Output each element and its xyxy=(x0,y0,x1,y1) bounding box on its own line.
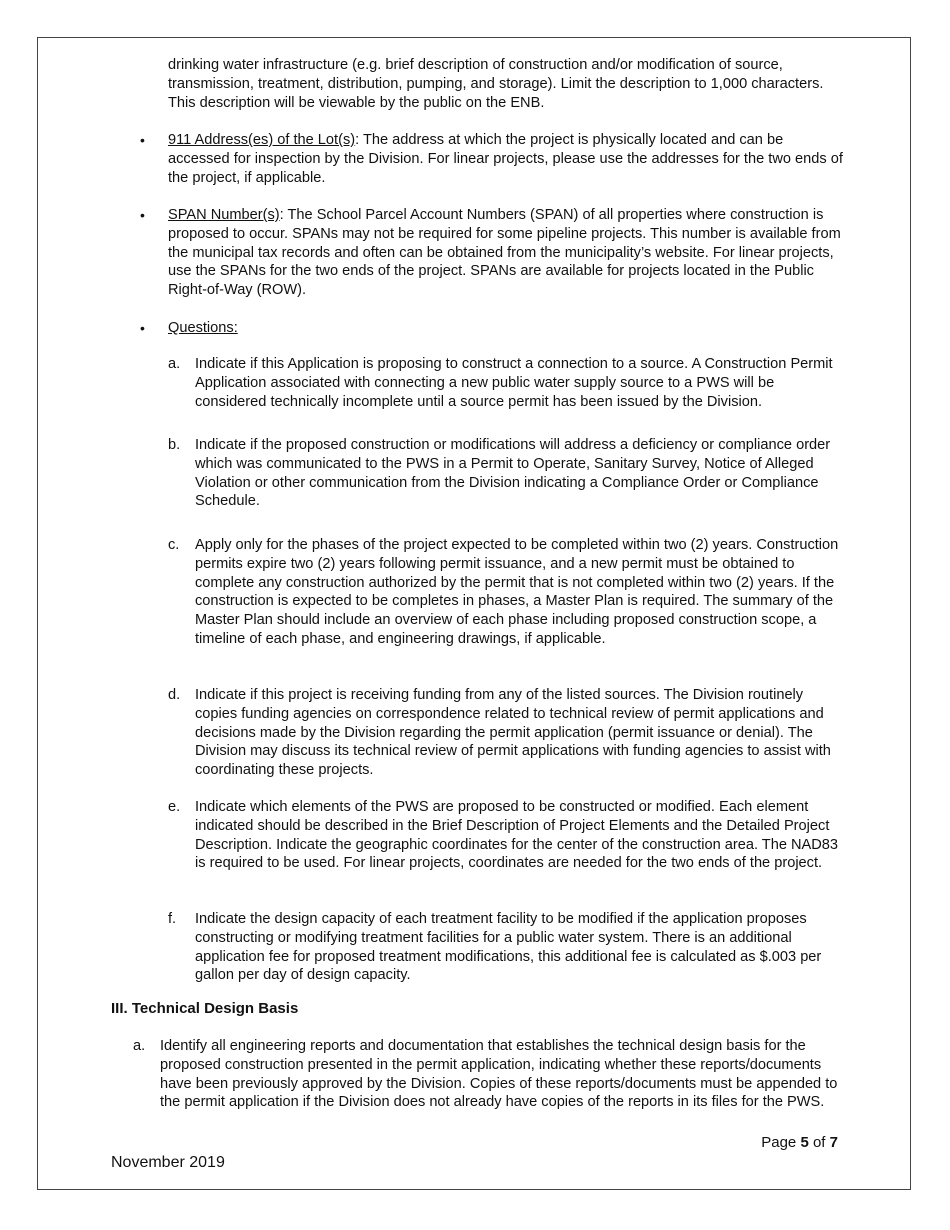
bullet-symbol: • xyxy=(140,207,145,223)
footer-date: November 2019 xyxy=(111,1154,225,1171)
question-text: Indicate which elements of the PWS are proposed to be constructed or modified. Each element indicated should be described in the Brief Description of Project Elements and the Detailed Project Description. Indicate the geographic coordinates for the center of the construction area. The NAD83 is required to be used. For linear projects, coordinates are needed for the two ends of the project. xyxy=(195,799,839,872)
section-item-text: Identify all engineering reports and documentation that establishes the technical design basis for the proposed construction presented in the permit application, indicating whether these reports/documents have been previously approved by the Division. Copies of these reports/documents must be appended to the permit application if the Division does not already have copies of the reports in its files for the PWS. xyxy=(160,1038,838,1111)
bullet-questions xyxy=(168,319,848,338)
question-letter: a. xyxy=(168,356,181,372)
bullet-address xyxy=(168,131,848,187)
bullet-symbol: • xyxy=(140,132,145,148)
bullet-address-text: : The address at which the project is physically located and can be accessed for inspection by the Division. For linear projects, please use the addresses for the two ends of the project, if applicable. xyxy=(168,132,843,186)
question-letter: b. xyxy=(168,437,181,453)
question-letter: e. xyxy=(168,799,181,815)
section-item-letter: a. xyxy=(133,1038,146,1054)
section-heading: III. Technical Design Basis xyxy=(111,1000,299,1017)
question-letter: f. xyxy=(168,911,177,927)
bullet-span xyxy=(168,206,848,300)
page-total: 7 xyxy=(829,1134,838,1151)
page-prefix: Page xyxy=(761,1134,797,1151)
question-letter: c. xyxy=(168,537,180,553)
page-of: of xyxy=(812,1134,826,1151)
question-text: Indicate if this Application is proposing to construct a connection to a source. A Construction Permit Application associated with connecting a new public water supply source to a PWS will be considered technically incomplete until a source permit has been issued by the Division. xyxy=(195,356,833,410)
bullet-address-label: 911 Address(es) of the Lot(s) xyxy=(168,132,356,148)
bullet-span-text: : The School Parcel Account Numbers (SPAN) of all properties where construction is proposed to occur. SPANs may not be required for some pipeline projects. This number is available from the municipal tax records and often can be obtained from the municipality’s website. For linear projects, use the SPANs for the two ends of the project. SPANs are available for projects located in the Public Right-of-Way (ROW). xyxy=(168,207,841,299)
question-text: Indicate the design capacity of each treatment facility to be modified if the application proposes constructing or modifying treatment facilities for a public water system. There is an additional application fee for proposed treatment modifications, this additional fee is calculated as $.003 per gallon per day of design capacity. xyxy=(195,911,822,984)
question-text: Apply only for the phases of the project expected to be completed within two (2) years. Construction permits expire two (2) years following permit issuance, and a new permit must be obtained to complete any construction authorized by the permit that is not completed within two (2) years. If the construction is expected to be completes in phases, a Master Plan is required. The summary of the Master Plan should include an overview of each phase including proposed construction scope, a timeline of each phase, and engineering drawings, if applicable. xyxy=(195,537,839,647)
question-text: Indicate if the proposed construction or modifications will address a deficiency or compliance order which was communicated to the PWS in a Permit to Operate, Sanitary Survey, Notice of Alleged Violation or other communication from the Division indicating a Compliance Order or Compliance Schedule. xyxy=(195,437,831,510)
bullet-questions-label: Questions: xyxy=(168,320,238,336)
intro-paragraph: drinking water infrastructure (e.g. brief description of construction and/or modification of source, transmission, treatment, distribution, pumping, and storage). Limit the description to 1,000 characters. This description will be viewable by the public on the ENB. xyxy=(168,57,824,111)
question-text: Indicate if this project is receiving funding from any of the listed sources. The Division routinely copies funding agencies on correspondence related to technical review of permit applications and decisions made by the Division regarding the permit application (permit issuance or denial). The Division may discuss its technical review of permit applications with funding agencies to assist with coordinating these projects. xyxy=(195,687,831,779)
page-number xyxy=(761,1133,838,1153)
bullet-symbol: • xyxy=(140,320,145,336)
page-current: 5 xyxy=(800,1134,809,1151)
bullet-span-label: SPAN Number(s) xyxy=(168,207,280,223)
question-letter: d. xyxy=(168,687,181,703)
